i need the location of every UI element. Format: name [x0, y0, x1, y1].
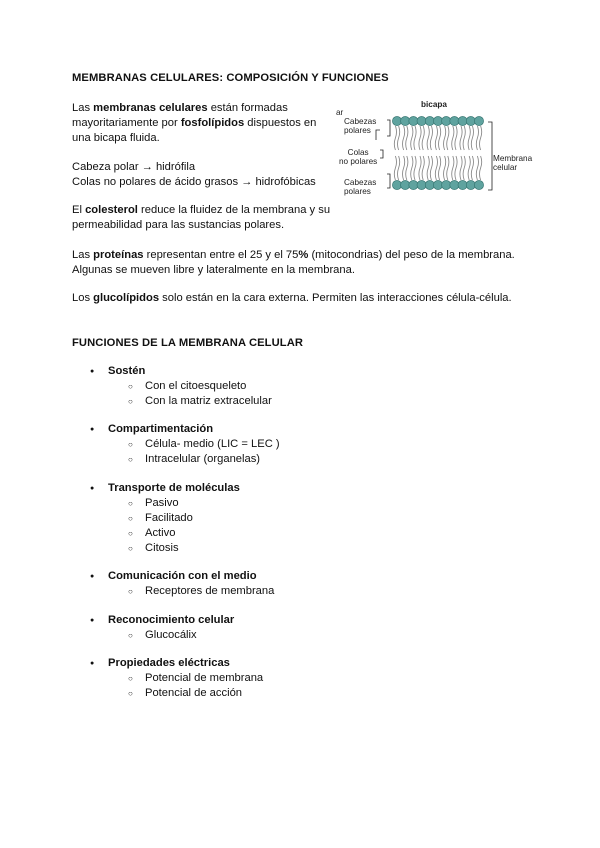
- phospholipid-head: [458, 180, 467, 189]
- phospholipid-head: [417, 180, 426, 189]
- phospholipid-head: [425, 180, 434, 189]
- lipid-tail: [455, 156, 457, 180]
- phospholipid-head: [392, 180, 401, 189]
- lipid-tail: [406, 126, 408, 150]
- lipid-tail: [455, 126, 457, 150]
- lipid-tail: [427, 126, 429, 150]
- lipid-tail: [447, 156, 449, 180]
- phospholipid-head: [425, 116, 434, 125]
- phospholipid-head: [474, 116, 483, 125]
- lipid-tail: [422, 156, 424, 180]
- phospholipid-head: [417, 116, 426, 125]
- lipid-tail: [439, 126, 441, 150]
- function-heading: ● Transporte de moléculas: [90, 481, 240, 496]
- lipid-tail: [471, 126, 473, 150]
- function-group: [90, 364, 272, 409]
- lipid-tail: [460, 156, 462, 180]
- nonpolar-tail-note: Colas no polares de ácido grasos → hidrofóbicas: [72, 176, 316, 188]
- lipid-tail: [480, 126, 482, 150]
- phospholipid-head: [409, 116, 418, 125]
- lipid-tail: [419, 126, 421, 150]
- phospholipid-head: [450, 180, 459, 189]
- function-heading: ● Comunicación con el medio: [90, 569, 274, 584]
- lipid-tail: [411, 126, 413, 150]
- lipid-tail: [480, 156, 482, 180]
- lipid-tail: [406, 156, 408, 180]
- phospholipid-head: [458, 116, 467, 125]
- phospholipid-head: [466, 180, 475, 189]
- lipid-tail: [439, 156, 441, 180]
- function-item: ○ Intracelular (organelas): [90, 452, 280, 467]
- function-heading: ● Reconocimiento celular: [90, 613, 234, 628]
- lipid-tail: [460, 126, 462, 150]
- lipid-tail: [476, 156, 478, 180]
- lipid-tail: [427, 156, 429, 180]
- function-group: [90, 656, 263, 701]
- lipid-tail: [430, 156, 432, 180]
- bracket-lines: [376, 120, 492, 190]
- function-item: ○ Potencial de membrana: [90, 671, 263, 686]
- function-item: ○ Pasivo: [90, 496, 240, 511]
- polar-head-note: Cabeza polar → hidrófila: [72, 161, 196, 173]
- function-item: ○ Receptores de membrana: [90, 584, 274, 599]
- lipid-tail: [419, 156, 421, 180]
- lipid-tail: [447, 126, 449, 150]
- page-title: MEMBRANAS CELULARES: COMPOSICIÓN Y FUNCIONES: [72, 72, 389, 84]
- lipid-tail: [435, 126, 437, 150]
- lipid-tail: [394, 126, 396, 150]
- label-heads-bottom: Cabezas polares: [344, 178, 377, 196]
- lipid-tail: [398, 156, 400, 180]
- lipid-tail: [471, 156, 473, 180]
- phospholipid-head: [474, 180, 483, 189]
- lipid-tail: [422, 126, 424, 150]
- function-item: ○ Activo: [90, 526, 240, 541]
- phospholipid-head: [433, 116, 442, 125]
- phospholipid-head: [409, 180, 418, 189]
- function-item: ○ Facilitado: [90, 511, 240, 526]
- function-group: [90, 481, 240, 556]
- functions-title: FUNCIONES DE LA MEMBRANA CELULAR: [72, 337, 304, 349]
- glycolipids-paragraph: Los glucolípidos solo están en la cara externa. Permiten las interacciones célula-célula.: [72, 292, 512, 304]
- lipid-tail: [468, 126, 470, 150]
- function-item: ○ Citosis: [90, 541, 240, 556]
- phospholipid-head: [442, 116, 451, 125]
- bilayer-diagram: [335, 98, 545, 203]
- lipid-tail: [452, 126, 454, 150]
- lipid-tail: [444, 126, 446, 150]
- lipid-tail: [394, 156, 396, 180]
- lipid-tail: [463, 156, 465, 180]
- intro-paragraph-membranes: Las membranas celulares están formadas mayoritariamente por fosfolípidos dispuestos en una bicapa fluida.: [72, 102, 317, 144]
- lipid-tail: [435, 156, 437, 180]
- phospholipid-head: [466, 116, 475, 125]
- lipid-tail: [452, 156, 454, 180]
- function-group: [90, 569, 274, 599]
- phospholipid-head: [450, 116, 459, 125]
- function-item: ○ Con el citoesqueleto: [90, 379, 272, 394]
- bilayer-figure: [335, 98, 545, 203]
- function-item: ○ Potencial de acción: [90, 686, 263, 701]
- figure-title: bicapa: [421, 100, 447, 109]
- cholesterol-paragraph: El colesterol reduce la fluidez de la membrana y su permeabilidad para las sustancias polares.: [72, 204, 331, 231]
- lipid-tail: [403, 126, 405, 150]
- label-membrane: Membrana celular: [493, 154, 533, 172]
- figure-cut-label: ar: [336, 108, 344, 117]
- lipid-tail: [414, 126, 416, 150]
- function-item: ○ Con la matriz extracelular: [90, 394, 272, 409]
- function-item: ○ Célula- medio (LIC = LEC ): [90, 437, 280, 452]
- lipid-tail: [403, 156, 405, 180]
- lipid-tail: [463, 126, 465, 150]
- function-heading: ● Sostén: [90, 364, 272, 379]
- lipid-tail: [414, 156, 416, 180]
- proteins-paragraph: Las proteínas representan entre el 25 y el 75% (mitocondrias) del peso de la membrana. Algunas se mueven libre y lateralmente en la membrana.: [72, 249, 515, 276]
- function-heading: ● Compartimentación: [90, 422, 280, 437]
- function-item: ○ Glucocálix: [90, 628, 234, 643]
- function-group: [90, 613, 234, 643]
- phospholipid-head: [392, 116, 401, 125]
- label-heads-top: Cabezas polares: [344, 117, 377, 135]
- lipid-tail: [398, 126, 400, 150]
- phospholipid-head: [401, 116, 410, 125]
- polarity-notes: [72, 160, 316, 190]
- phospholipid-head: [401, 180, 410, 189]
- phospholipid-head: [442, 180, 451, 189]
- function-heading: ● Propiedades eléctricas: [90, 656, 263, 671]
- lipid-tail: [476, 126, 478, 150]
- lipid-tail: [411, 156, 413, 180]
- function-group: [90, 422, 280, 467]
- lipid-tail: [444, 156, 446, 180]
- lipid-tail: [430, 126, 432, 150]
- phospholipid-head: [433, 180, 442, 189]
- label-tails: Colas no polares: [339, 148, 378, 166]
- lipid-tail: [468, 156, 470, 180]
